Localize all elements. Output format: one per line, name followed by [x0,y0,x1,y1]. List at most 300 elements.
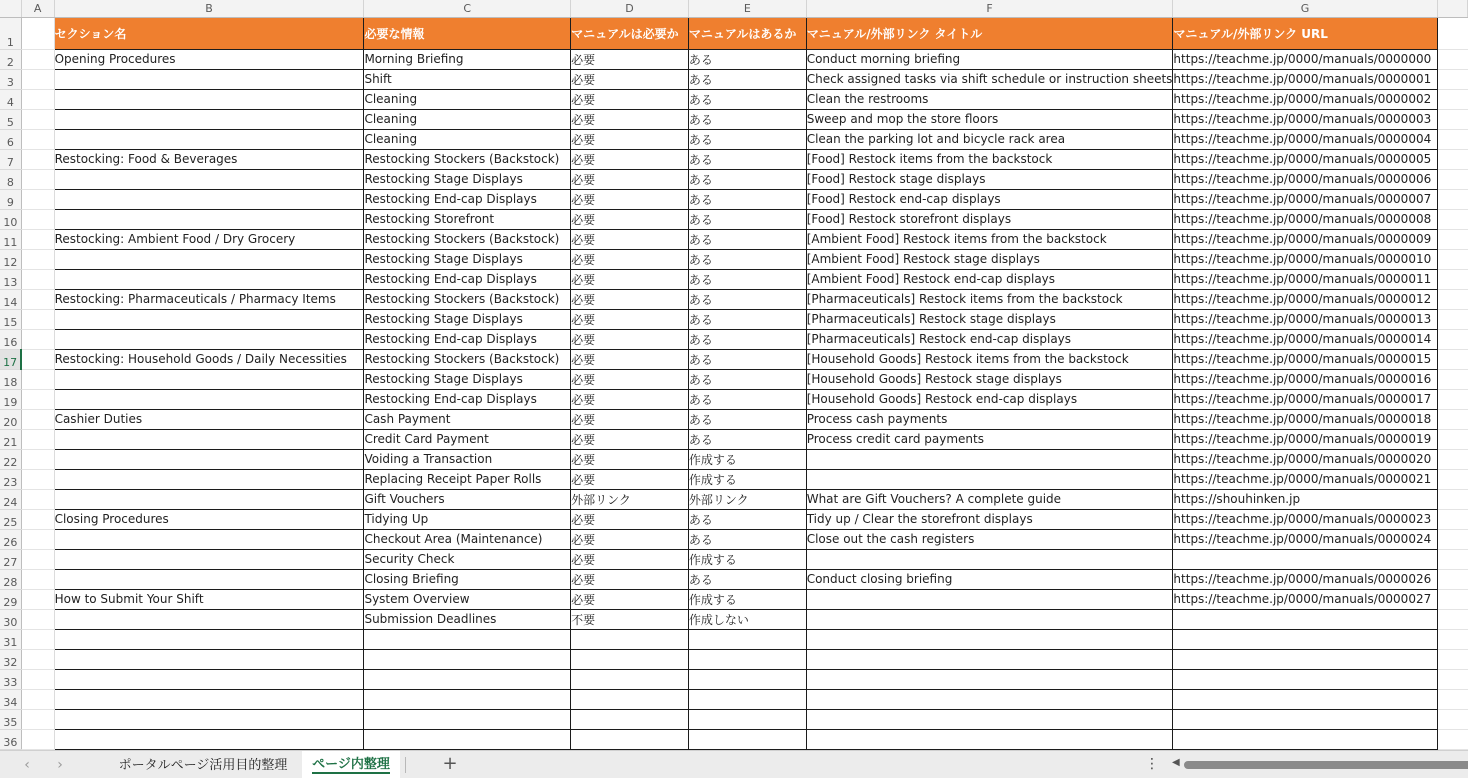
cell-a[interactable] [21,429,54,449]
row-header[interactable]: 24 [0,489,21,509]
select-all-corner[interactable] [0,0,21,17]
cell-section[interactable] [54,529,364,549]
cell-a[interactable] [21,389,54,409]
cell-title[interactable]: [Ambient Food] Restock end-cap displays [806,269,1173,289]
row-header[interactable]: 35 [0,709,21,729]
cell-h[interactable] [1437,509,1467,529]
cell-required[interactable]: 必要 [571,309,689,329]
cell-url[interactable]: https://teachme.jp/0000/manuals/0000012 [1173,289,1437,309]
cell-h[interactable] [1437,449,1467,469]
cell-info[interactable] [364,649,571,669]
cell-url[interactable]: https://teachme.jp/0000/manuals/0000008 [1173,209,1437,229]
cell-required[interactable]: 外部リンク [571,489,689,509]
cell-info[interactable]: Checkout Area (Maintenance) [364,529,571,549]
cell-info[interactable] [364,689,571,709]
cell-h[interactable] [1437,69,1467,89]
cell-url[interactable] [1173,709,1437,729]
cell-required[interactable]: 必要 [571,349,689,369]
cell-exists[interactable]: ある [688,149,806,169]
cell-a[interactable] [21,109,54,129]
cell-title[interactable]: Conduct closing briefing [806,569,1173,589]
cell-a[interactable] [21,129,54,149]
cell-a[interactable] [21,169,54,189]
cell-required[interactable]: 必要 [571,169,689,189]
cell-exists[interactable]: ある [688,129,806,149]
row-header[interactable]: 16 [0,329,21,349]
cell-exists[interactable] [688,709,806,729]
cell-title[interactable]: [Household Goods] Restock stage displays [806,369,1173,389]
cell-title[interactable]: [Food] Restock end-cap displays [806,189,1173,209]
cell-required[interactable]: 必要 [571,509,689,529]
cell-a[interactable] [21,149,54,169]
cell-required[interactable] [571,649,689,669]
cell-title[interactable]: What are Gift Vouchers? A complete guide [806,489,1173,509]
cell-section[interactable]: Restocking: Ambient Food / Dry Grocery [54,229,364,249]
cell-title[interactable] [806,469,1173,489]
row-header[interactable]: 34 [0,689,21,709]
cell-title[interactable]: [Pharmaceuticals] Restock stage displays [806,309,1173,329]
cell-title[interactable]: Clean the parking lot and bicycle rack area [806,129,1173,149]
cell-required[interactable]: 必要 [571,269,689,289]
row-header[interactable]: 21 [0,429,21,449]
cell-info[interactable]: Submission Deadlines [364,609,571,629]
cell-required[interactable]: 必要 [571,129,689,149]
cell-a[interactable] [21,629,54,649]
cell-h[interactable] [1437,469,1467,489]
cell-required[interactable]: 必要 [571,449,689,469]
cell-a[interactable] [21,249,54,269]
cell-a[interactable] [21,49,54,69]
cell-section[interactable]: Opening Procedures [54,49,364,69]
row-header[interactable]: 4 [0,89,21,109]
cell-info[interactable]: Restocking End-cap Displays [364,329,571,349]
row-header[interactable]: 30 [0,609,21,629]
row-header[interactable]: 17 [0,349,21,369]
cell-info[interactable]: Restocking Stockers (Backstock) [364,289,571,309]
cell-section[interactable] [54,449,364,469]
cell-required[interactable]: 必要 [571,49,689,69]
cell-info[interactable]: Cleaning [364,89,571,109]
cell-info[interactable]: Morning Briefing [364,49,571,69]
row-header[interactable]: 3 [0,69,21,89]
cell-section[interactable]: Restocking: Food & Beverages [54,149,364,169]
cell-title[interactable]: [Ambient Food] Restock stage displays [806,249,1173,269]
cell-title[interactable]: [Household Goods] Restock items from the backstock [806,349,1173,369]
cell-exists[interactable]: 作成しない [688,609,806,629]
cell-info[interactable]: Replacing Receipt Paper Rolls [364,469,571,489]
cell-title[interactable] [806,589,1173,609]
cell-info[interactable]: Restocking Stage Displays [364,309,571,329]
cell-url[interactable]: https://teachme.jp/0000/manuals/0000013 [1173,309,1437,329]
cell-a[interactable] [21,509,54,529]
cell-url[interactable] [1173,729,1437,749]
cell-url[interactable]: https://teachme.jp/0000/manuals/0000014 [1173,329,1437,349]
row-header[interactable]: 22 [0,449,21,469]
cell-title[interactable] [806,649,1173,669]
cell-title[interactable] [806,689,1173,709]
cell-required[interactable]: 必要 [571,89,689,109]
row-header[interactable]: 12 [0,249,21,269]
cell-exists[interactable] [688,689,806,709]
scroll-left-arrow-icon[interactable]: ◀ [1172,757,1180,768]
cell-h[interactable] [1437,109,1467,129]
cell-required[interactable] [571,669,689,689]
cell-exists[interactable]: ある [688,569,806,589]
cell-required[interactable]: 必要 [571,369,689,389]
cell-url[interactable]: https://teachme.jp/0000/manuals/0000005 [1173,149,1437,169]
row-header[interactable]: 5 [0,109,21,129]
cell-title[interactable]: Check assigned tasks via shift schedule or instruction sheets [806,69,1173,89]
cell-title[interactable]: Process cash payments [806,409,1173,429]
cell-h[interactable] [1437,349,1467,369]
row-header[interactable]: 31 [0,629,21,649]
column-header-f[interactable]: F [806,0,1173,17]
cell-section[interactable] [54,569,364,589]
cell-info[interactable]: Restocking End-cap Displays [364,269,571,289]
cell-required[interactable]: 必要 [571,469,689,489]
cell-info[interactable]: Tidying Up [364,509,571,529]
cell-required[interactable]: 必要 [571,529,689,549]
cell-h[interactable] [1437,129,1467,149]
cell-title[interactable]: [Ambient Food] Restock items from the backstock [806,229,1173,249]
cell-h[interactable] [1437,529,1467,549]
cell-title[interactable]: Close out the cash registers [806,529,1173,549]
cell-a[interactable] [21,409,54,429]
cell-section[interactable]: How to Submit Your Shift [54,589,364,609]
cell-h[interactable] [1437,89,1467,109]
cell-required[interactable] [571,709,689,729]
cell-title[interactable]: Tidy up / Clear the storefront displays [806,509,1173,529]
cell-section[interactable] [54,649,364,669]
cell-title[interactable] [806,629,1173,649]
cell-title[interactable] [806,669,1173,689]
cell-required[interactable]: 必要 [571,229,689,249]
cell-a[interactable] [21,689,54,709]
cell-a[interactable] [21,329,54,349]
row-header[interactable]: 14 [0,289,21,309]
cell-h[interactable] [1437,609,1467,629]
cell-exists[interactable]: ある [688,269,806,289]
cell-a[interactable] [21,469,54,489]
row-header[interactable]: 33 [0,669,21,689]
cell-exists[interactable]: ある [688,209,806,229]
cell-h[interactable] [1437,189,1467,209]
cell-exists[interactable] [688,669,806,689]
column-header-c[interactable]: C [364,0,571,17]
prev-sheet-button[interactable]: ‹ [24,757,30,773]
cell-h[interactable] [1437,669,1467,689]
header-required-info[interactable]: 必要な情報 [364,17,571,49]
cell-section[interactable] [54,609,364,629]
cell-a[interactable] [21,349,54,369]
cell-url[interactable]: https://teachme.jp/0000/manuals/0000002 [1173,89,1437,109]
cell-info[interactable]: Gift Vouchers [364,489,571,509]
cell-exists[interactable]: ある [688,369,806,389]
cell-title[interactable] [806,709,1173,729]
column-header-b[interactable]: B [54,0,364,17]
cell-h[interactable] [1437,209,1467,229]
column-header-e[interactable]: E [688,0,806,17]
cell-section[interactable] [54,129,364,149]
cell-a[interactable] [21,489,54,509]
cell-required[interactable]: 不要 [571,609,689,629]
column-header-d[interactable]: D [571,0,689,17]
cell-h[interactable] [1437,429,1467,449]
cell-url[interactable] [1173,689,1437,709]
cell-section[interactable]: Closing Procedures [54,509,364,529]
cell-info[interactable]: Restocking Stage Displays [364,169,571,189]
cell-section[interactable] [54,69,364,89]
cell-exists[interactable]: ある [688,49,806,69]
cell-info[interactable]: Restocking Stage Displays [364,369,571,389]
cell-url[interactable]: https://teachme.jp/0000/manuals/0000016 [1173,369,1437,389]
cell-info[interactable] [364,669,571,689]
cell-url[interactable]: https://teachme.jp/0000/manuals/0000007 [1173,189,1437,209]
cell-a[interactable] [21,209,54,229]
cell-required[interactable]: 必要 [571,429,689,449]
row-header[interactable]: 2 [0,49,21,69]
cell-exists[interactable]: 作成する [688,549,806,569]
cell-h[interactable] [1437,169,1467,189]
cell-exists[interactable] [688,729,806,749]
cell-h[interactable] [1437,709,1467,729]
header-section-name[interactable]: セクション名 [54,17,364,49]
cell-required[interactable]: 必要 [571,249,689,269]
cell-url[interactable]: https://teachme.jp/0000/manuals/0000020 [1173,449,1437,469]
row-header[interactable]: 28 [0,569,21,589]
cell-required[interactable]: 必要 [571,209,689,229]
cell-title[interactable]: [Pharmaceuticals] Restock items from the backstock [806,289,1173,309]
cell-url[interactable]: https://teachme.jp/0000/manuals/0000003 [1173,109,1437,129]
cell-exists[interactable] [688,629,806,649]
row-header[interactable]: 36 [0,729,21,749]
cell-section[interactable] [54,89,364,109]
row-header[interactable]: 13 [0,269,21,289]
cell-section[interactable] [54,549,364,569]
cell-exists[interactable]: 作成する [688,469,806,489]
row-header[interactable]: 32 [0,649,21,669]
cell-h[interactable] [1437,49,1467,69]
cell-url[interactable]: https://teachme.jp/0000/manuals/0000018 [1173,409,1437,429]
cell-exists[interactable]: ある [688,69,806,89]
cell-info[interactable]: Restocking Storefront [364,209,571,229]
cell-section[interactable] [54,309,364,329]
cell-url[interactable]: https://shouhinken.jp [1173,489,1437,509]
cell-info[interactable] [364,629,571,649]
cell-a[interactable] [21,649,54,669]
cell-info[interactable]: Restocking End-cap Displays [364,389,571,409]
cell-title[interactable]: [Food] Restock stage displays [806,169,1173,189]
cell-h[interactable] [1437,269,1467,289]
cell-title[interactable] [806,609,1173,629]
cell-info[interactable] [364,729,571,749]
cell-exists[interactable]: ある [688,389,806,409]
cell-section[interactable] [54,429,364,449]
cell-h[interactable] [1437,489,1467,509]
cell-exists[interactable]: ある [688,249,806,269]
header-link-url[interactable]: マニュアル/外部リンク URL [1173,17,1437,49]
cell-exists[interactable] [688,649,806,669]
cell-a[interactable] [21,309,54,329]
cell-url[interactable] [1173,669,1437,689]
cell-exists[interactable]: ある [688,409,806,429]
more-options-icon[interactable]: ⋮ [1145,756,1159,772]
cell-a[interactable] [21,269,54,289]
header-link-title[interactable]: マニュアル/外部リンク タイトル [806,17,1173,49]
cell-info[interactable]: Cleaning [364,109,571,129]
cell-url[interactable]: https://teachme.jp/0000/manuals/0000026 [1173,569,1437,589]
cell-a[interactable] [21,549,54,569]
cell-exists[interactable]: ある [688,309,806,329]
cell-title[interactable] [806,549,1173,569]
cell-url[interactable]: https://teachme.jp/0000/manuals/0000027 [1173,589,1437,609]
cell-title[interactable]: [Pharmaceuticals] Restock end-cap displays [806,329,1173,349]
row-header[interactable]: 8 [0,169,21,189]
cell-title[interactable]: Sweep and mop the store floors [806,109,1173,129]
cell-info[interactable]: Cleaning [364,129,571,149]
cell-info[interactable]: Restocking Stockers (Backstock) [364,349,571,369]
cell-required[interactable]: 必要 [571,289,689,309]
cell-required[interactable] [571,689,689,709]
cell-h[interactable] [1437,649,1467,669]
cell-h[interactable] [1437,369,1467,389]
cell-h[interactable] [1437,289,1467,309]
cell-required[interactable]: 必要 [571,329,689,349]
cell-info[interactable]: Closing Briefing [364,569,571,589]
cell-section[interactable]: Restocking: Household Goods / Daily Necessities [54,349,364,369]
row-header[interactable]: 26 [0,529,21,549]
cell-info[interactable]: Voiding a Transaction [364,449,571,469]
cell-url[interactable]: https://teachme.jp/0000/manuals/0000019 [1173,429,1437,449]
cell-section[interactable] [54,709,364,729]
cell-exists[interactable]: ある [688,289,806,309]
cell-section[interactable] [54,489,364,509]
cell-section[interactable] [54,209,364,229]
cell-title[interactable] [806,449,1173,469]
cell-required[interactable]: 必要 [571,549,689,569]
cell-a[interactable] [21,449,54,469]
cell-h[interactable] [1437,249,1467,269]
cell-url[interactable]: https://teachme.jp/0000/manuals/0000000 [1173,49,1437,69]
cell-h[interactable] [1437,309,1467,329]
cell-url[interactable] [1173,629,1437,649]
cell-url[interactable]: https://teachme.jp/0000/manuals/0000023 [1173,509,1437,529]
cell-section[interactable] [54,389,364,409]
cell-url[interactable]: https://teachme.jp/0000/manuals/0000009 [1173,229,1437,249]
add-sheet-button[interactable]: + [442,753,458,774]
cell-title[interactable]: Conduct morning briefing [806,49,1173,69]
cell-exists[interactable]: ある [688,89,806,109]
cell-a[interactable] [21,729,54,749]
cell-url[interactable] [1173,609,1437,629]
cell-title[interactable] [806,729,1173,749]
cell-required[interactable]: 必要 [571,569,689,589]
cell-a[interactable] [21,369,54,389]
cell-a[interactable] [21,69,54,89]
cell-url[interactable]: https://teachme.jp/0000/manuals/0000017 [1173,389,1437,409]
cell-h[interactable] [1437,329,1467,349]
cell-h[interactable] [1437,549,1467,569]
cell-section[interactable] [54,189,364,209]
cell-required[interactable]: 必要 [571,389,689,409]
cell-a[interactable] [21,669,54,689]
cell-section[interactable] [54,729,364,749]
cell-section[interactable] [54,669,364,689]
cell-h[interactable] [1437,389,1467,409]
row-header[interactable]: 10 [0,209,21,229]
cell-a[interactable] [21,589,54,609]
cell-info[interactable]: Restocking End-cap Displays [364,189,571,209]
cell-title[interactable]: Process credit card payments [806,429,1173,449]
cell-exists[interactable]: ある [688,109,806,129]
header-manual-needed[interactable]: マニュアルは必要か [571,17,689,49]
cell-required[interactable]: 必要 [571,69,689,89]
cell-section[interactable] [54,249,364,269]
cell-h[interactable] [1437,17,1467,49]
cell-info[interactable]: Credit Card Payment [364,429,571,449]
cell-url[interactable]: https://teachme.jp/0000/manuals/0000010 [1173,249,1437,269]
row-header[interactable]: 23 [0,469,21,489]
cell-required[interactable] [571,729,689,749]
cell-a[interactable] [21,609,54,629]
cell-section[interactable]: Cashier Duties [54,409,364,429]
cell-exists[interactable]: ある [688,229,806,249]
cell-url[interactable]: https://teachme.jp/0000/manuals/0000006 [1173,169,1437,189]
cell-exists[interactable]: ある [688,169,806,189]
cell-a[interactable] [21,17,54,49]
cell-exists[interactable]: 作成する [688,449,806,469]
cell-a[interactable] [21,189,54,209]
scrollbar-thumb[interactable] [1184,761,1468,769]
cell-a[interactable] [21,569,54,589]
cell-section[interactable]: Restocking: Pharmaceuticals / Pharmacy Items [54,289,364,309]
cell-h[interactable] [1437,409,1467,429]
row-header[interactable]: 27 [0,549,21,569]
cell-title[interactable]: [Household Goods] Restock end-cap displays [806,389,1173,409]
cell-url[interactable]: https://teachme.jp/0000/manuals/0000001 [1173,69,1437,89]
cell-url[interactable]: https://teachme.jp/0000/manuals/0000021 [1173,469,1437,489]
header-manual-exists[interactable]: マニュアルはあるか [688,17,806,49]
cell-a[interactable] [21,89,54,109]
row-header[interactable]: 19 [0,389,21,409]
cell-info[interactable]: Restocking Stage Displays [364,249,571,269]
next-sheet-button[interactable]: › [57,757,63,773]
tab-portal-purpose[interactable]: ポータルページ活用目的整理 [118,758,288,773]
cell-url[interactable] [1173,549,1437,569]
cell-info[interactable]: Shift [364,69,571,89]
row-header[interactable]: 7 [0,149,21,169]
cell-info[interactable]: Security Check [364,549,571,569]
cell-h[interactable] [1437,589,1467,609]
cell-section[interactable] [54,109,364,129]
cell-url[interactable]: https://teachme.jp/0000/manuals/0000015 [1173,349,1437,369]
cell-h[interactable] [1437,569,1467,589]
cell-h[interactable] [1437,149,1467,169]
cell-url[interactable]: https://teachme.jp/0000/manuals/0000011 [1173,269,1437,289]
tab-page-organization[interactable] [302,751,400,778]
cell-section[interactable] [54,329,364,349]
row-header[interactable]: 6 [0,129,21,149]
cell-exists[interactable]: ある [688,189,806,209]
row-header[interactable]: 25 [0,509,21,529]
cell-exists[interactable]: ある [688,429,806,449]
row-header[interactable]: 9 [0,189,21,209]
row-header[interactable]: 29 [0,589,21,609]
cell-a[interactable] [21,529,54,549]
row-header[interactable]: 18 [0,369,21,389]
cell-info[interactable]: Restocking Stockers (Backstock) [364,149,571,169]
cell-exists[interactable]: ある [688,329,806,349]
